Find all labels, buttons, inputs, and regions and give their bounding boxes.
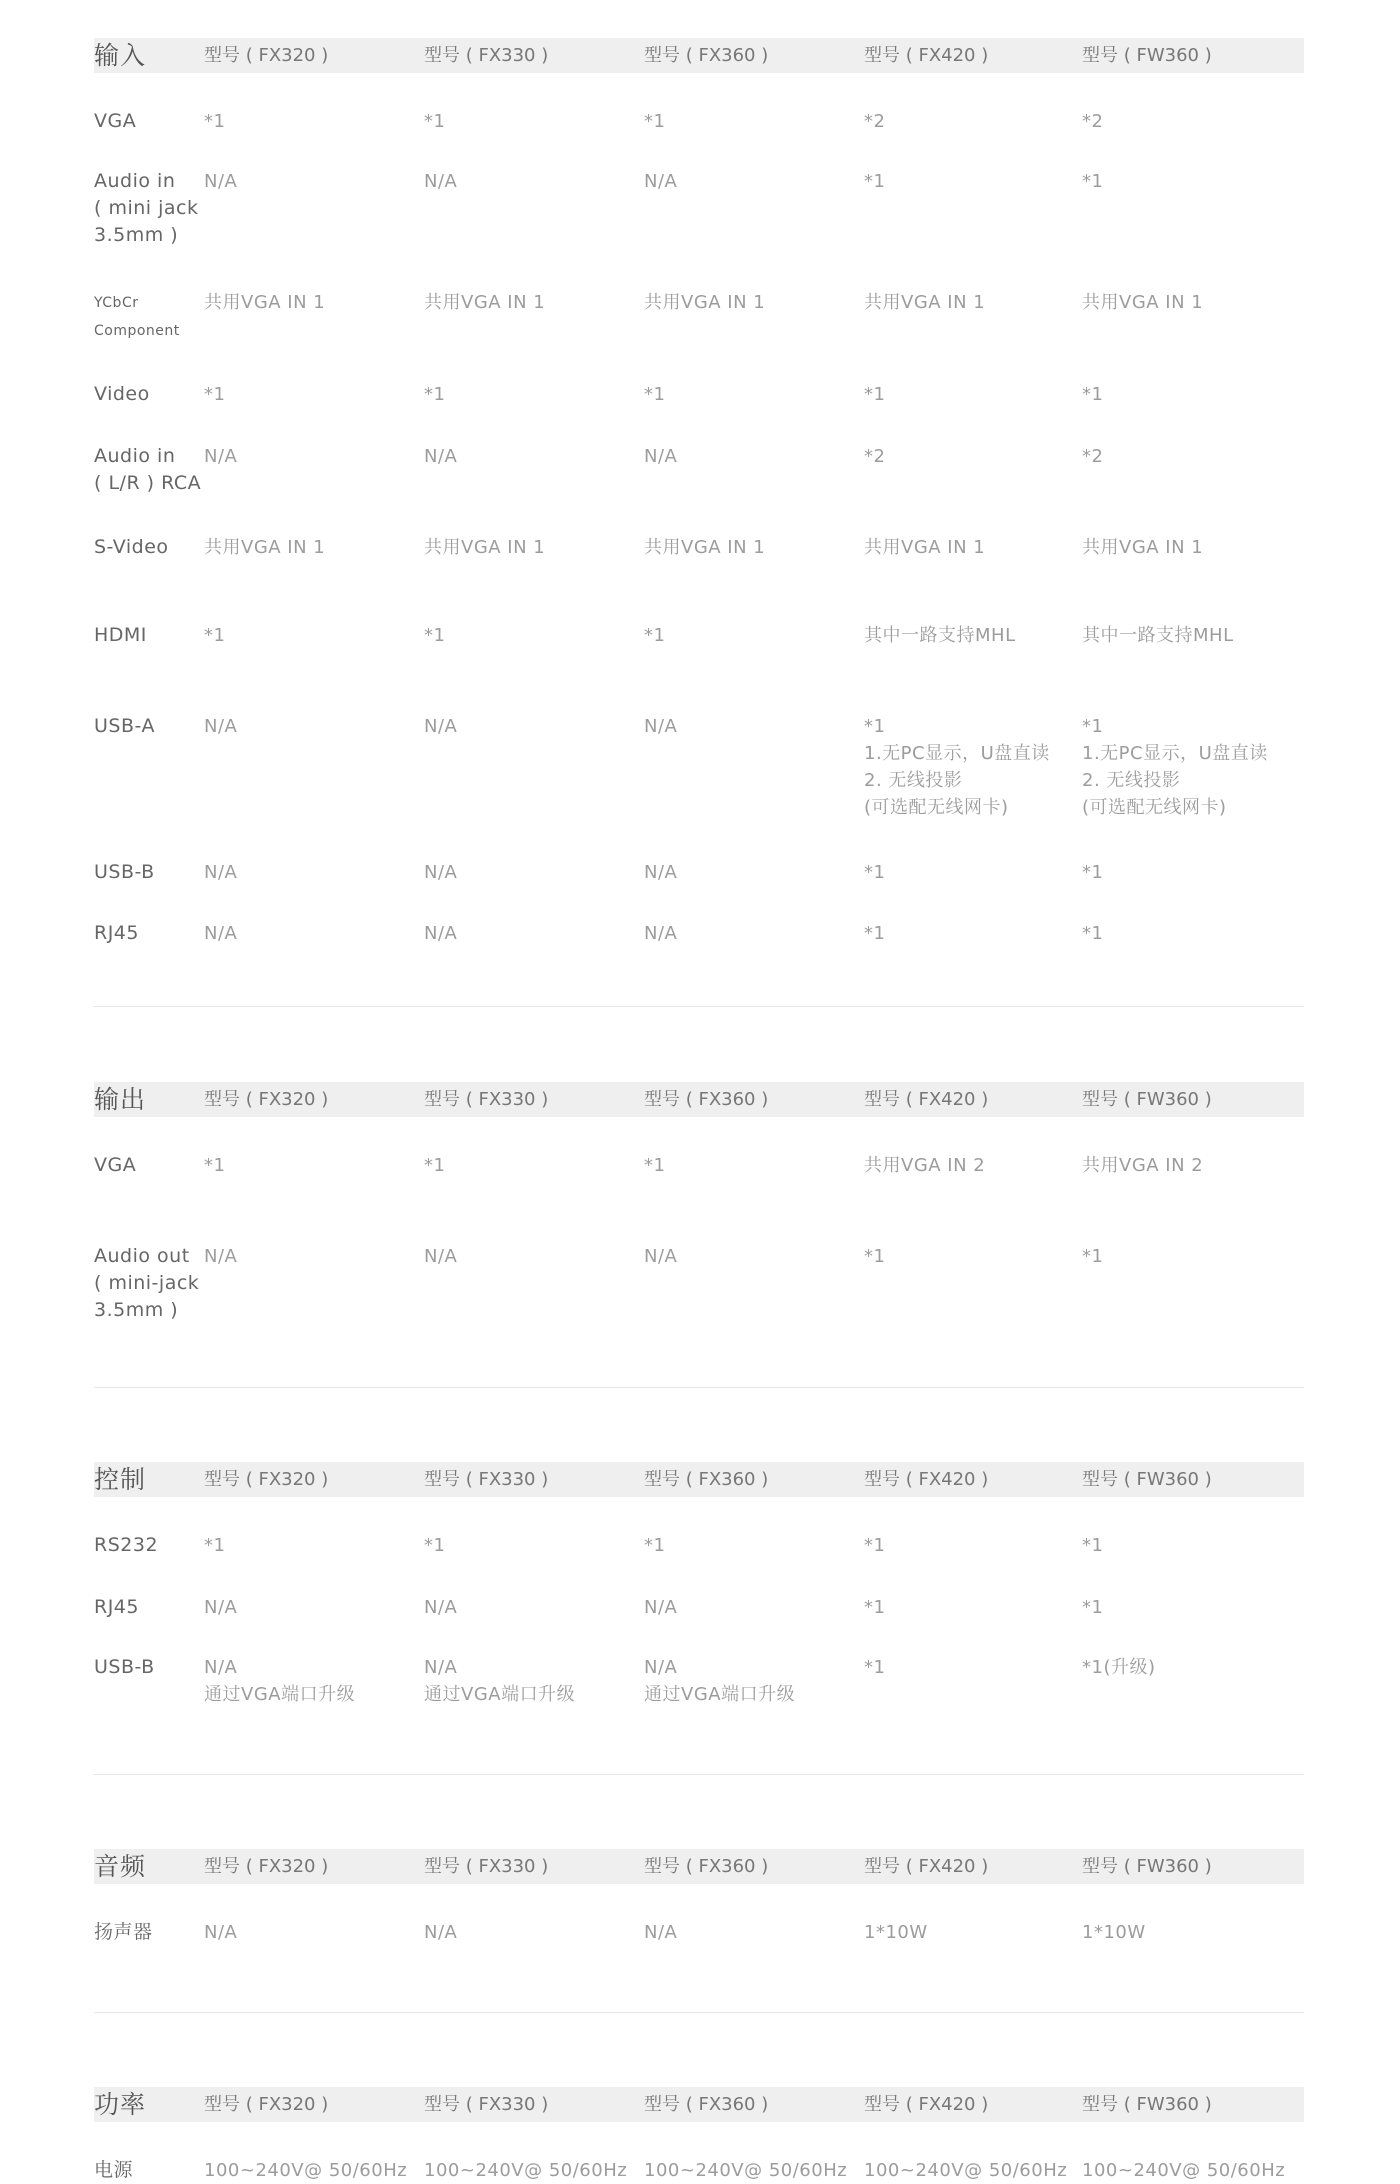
model-header: 型号 ( FX420 ) [864, 1856, 989, 1877]
row-label-line: S-Video [94, 536, 169, 558]
spec-cell [644, 2157, 847, 2184]
row-label-line: ( L/R ) RCA [94, 472, 202, 494]
section-header [94, 2087, 1304, 2122]
spec-cell [424, 1532, 445, 1559]
model-header: 型号 ( FW360 ) [1082, 1469, 1212, 1490]
spec-cell-line: *1 [644, 384, 666, 405]
spec-cell [424, 289, 545, 316]
spec-cell [1082, 2157, 1285, 2184]
model-header: 型号 ( FX360 ) [644, 1089, 769, 1110]
spec-cell-line: *1 [864, 171, 886, 192]
spec-cell-line: N/A [424, 1597, 458, 1618]
spec-cell-line: N/A [644, 716, 678, 737]
row-label-line: VGA [94, 110, 137, 132]
spec-cell [644, 381, 665, 408]
spec-cell-line: *1 [644, 111, 666, 132]
spec-cell-line: 1.无PC显示，U盘直读 [864, 743, 1050, 764]
section-header [94, 1082, 1304, 1117]
spec-cell [864, 2157, 1067, 2184]
spec-cell [1082, 443, 1103, 470]
spec-cell [644, 920, 677, 947]
row-label-line: RS232 [94, 1534, 159, 1556]
spec-cell [204, 168, 237, 195]
spec-cell-line: *1 [204, 1535, 226, 1556]
spec-cell [424, 1243, 457, 1270]
spec-cell-line: *1 [1082, 716, 1104, 737]
row-label-line: Audio out [94, 1245, 190, 1267]
spec-cell [424, 443, 457, 470]
spec-cell-line: *1 [864, 1535, 886, 1556]
spec-cell-line: 其中一路支持MHL [864, 625, 1016, 646]
spec-cell [864, 108, 885, 135]
spec-cell-line: N/A [204, 923, 238, 944]
spec-cell [864, 713, 1050, 821]
spec-cell-line: 共用VGA IN 1 [1082, 292, 1204, 313]
spec-cell-line: *1 [424, 384, 446, 405]
spec-cell [204, 713, 237, 740]
spec-cell [424, 713, 457, 740]
spec-cell-line: 100~240V@ 50/60Hz [424, 2160, 628, 2181]
spec-cell [644, 1654, 795, 1708]
spec-cell-line: *1 [204, 111, 226, 132]
model-header: 型号 ( FX320 ) [204, 1469, 329, 1490]
spec-cell-line: N/A [424, 446, 458, 467]
row-label [94, 443, 206, 497]
model-header: 型号 ( FW360 ) [1082, 45, 1212, 66]
row-label [94, 168, 206, 249]
spec-cell [1082, 289, 1203, 316]
spec-cell-line: 共用VGA IN 2 [1082, 1155, 1204, 1176]
spec-cell [864, 920, 885, 947]
spec-cell [1082, 1594, 1103, 1621]
spec-cell-line: *1(升级) [1082, 1657, 1156, 1678]
spec-cell-line: N/A [204, 1922, 238, 1943]
spec-cell-line: N/A [424, 171, 458, 192]
spec-cell [644, 168, 677, 195]
spec-cell-line: N/A [644, 171, 678, 192]
spec-cell [644, 859, 677, 886]
spec-cell [644, 1243, 677, 1270]
spec-cell-line: 共用VGA IN 1 [864, 537, 986, 558]
row-label [94, 1654, 206, 1681]
row-label-line: Component [94, 323, 180, 339]
spec-cell-line: *1 [864, 384, 886, 405]
spec-cell [864, 443, 885, 470]
spec-cell-line: *1 [1082, 384, 1104, 405]
model-header: 型号 ( FX360 ) [644, 2094, 769, 2115]
spec-cell-line: *1 [1082, 923, 1104, 944]
spec-cell-line: *1 [204, 1155, 226, 1176]
spec-cell-line: N/A [644, 923, 678, 944]
spec-cell [1082, 168, 1103, 195]
model-header: 型号 ( FX330 ) [424, 2094, 549, 2115]
spec-cell-line: *1 [864, 1246, 886, 1267]
model-header: 型号 ( FX360 ) [644, 45, 769, 66]
section-title: 控制 [94, 1465, 147, 1494]
spec-cell [424, 1919, 457, 1946]
row-label-line: RJ45 [94, 1596, 139, 1618]
spec-cell-line: *1 [1082, 1535, 1104, 1556]
row-label-line: 扬声器 [94, 1921, 153, 1943]
spec-cell [1082, 534, 1203, 561]
model-header: 型号 ( FW360 ) [1082, 1856, 1212, 1877]
model-header: 型号 ( FX320 ) [204, 2094, 329, 2115]
section-header [94, 1462, 1304, 1497]
spec-cell [424, 622, 445, 649]
model-header: 型号 ( FX330 ) [424, 1856, 549, 1877]
spec-cell [204, 443, 237, 470]
spec-cell-line: N/A [644, 1922, 678, 1943]
spec-cell-line: N/A [204, 1246, 238, 1267]
spec-cell-line: N/A [204, 1597, 238, 1618]
spec-cell-line: 100~240V@ 50/60Hz [864, 2160, 1068, 2181]
row-label [94, 622, 206, 649]
spec-cell-line: *1 [1082, 171, 1104, 192]
spec-cell [644, 622, 665, 649]
spec-cell-line: *1 [864, 716, 886, 737]
spec-cell [644, 1532, 665, 1559]
row-label-line: USB-A [94, 715, 155, 737]
spec-cell [1082, 713, 1268, 821]
spec-cell [204, 1654, 355, 1708]
spec-cell [204, 2157, 407, 2184]
row-label [94, 381, 206, 408]
spec-cell [204, 108, 225, 135]
row-label [94, 2157, 206, 2184]
row-label-line: Audio in [94, 445, 176, 467]
spec-cell [864, 1152, 985, 1179]
spec-cell [644, 443, 677, 470]
spec-cell-line: (可选配无线网卡) [1082, 797, 1227, 818]
spec-cell-line: N/A [424, 1246, 458, 1267]
model-header: 型号 ( FX320 ) [204, 1856, 329, 1877]
row-label [94, 108, 206, 135]
spec-cell-line: 通过VGA端口升级 [204, 1684, 356, 1705]
spec-cell-line: 100~240V@ 50/60Hz [204, 2160, 408, 2181]
spec-cell-line: *2 [864, 446, 886, 467]
spec-cell [864, 289, 985, 316]
spec-cell-line: *1 [864, 923, 886, 944]
row-label [94, 1243, 206, 1324]
spec-cell [424, 920, 457, 947]
model-header: 型号 ( FX330 ) [424, 1469, 549, 1490]
spec-cell-line: 100~240V@ 50/60Hz [644, 2160, 848, 2181]
spec-cell-line: 共用VGA IN 1 [644, 537, 766, 558]
spec-cell [644, 1919, 677, 1946]
section-title: 输出 [94, 1085, 147, 1114]
spec-cell-line: N/A [644, 862, 678, 883]
spec-cell [864, 1654, 885, 1681]
spec-cell-line: *1 [644, 625, 666, 646]
spec-cell-line: 通过VGA端口升级 [644, 1684, 796, 1705]
spec-cell-line: 1.无PC显示，U盘直读 [1082, 743, 1268, 764]
spec-cell [204, 381, 225, 408]
model-header: 型号 ( FX420 ) [864, 1089, 989, 1110]
spec-cell [424, 108, 445, 135]
section-title: 音频 [94, 1852, 147, 1881]
spec-cell [864, 1532, 885, 1559]
model-header: 型号 ( FX330 ) [424, 1089, 549, 1110]
spec-cell-line: N/A [204, 862, 238, 883]
spec-cell [1082, 1654, 1156, 1681]
spec-cell [424, 1594, 457, 1621]
row-label-line: ( mini jack [94, 197, 199, 219]
model-header: 型号 ( FW360 ) [1082, 2094, 1212, 2115]
row-label-line: 3.5mm ) [94, 224, 179, 246]
spec-cell [644, 1152, 665, 1179]
row-label [94, 1152, 206, 1179]
spec-cell-line: *1 [204, 384, 226, 405]
spec-cell-line: *1 [864, 1597, 886, 1618]
spec-cell-line: N/A [644, 1597, 678, 1618]
spec-cell-line: 共用VGA IN 1 [864, 292, 986, 313]
spec-cell [424, 1152, 445, 1179]
section-divider [94, 1774, 1304, 1775]
spec-cell-line: *1 [644, 1155, 666, 1176]
spec-cell-line: 其中一路支持MHL [1082, 625, 1234, 646]
spec-cell [644, 108, 665, 135]
spec-cell [864, 859, 885, 886]
model-header: 型号 ( FX420 ) [864, 2094, 989, 2115]
row-label [94, 1594, 206, 1621]
row-label-line: 电源 [94, 2159, 134, 2181]
spec-cell [424, 859, 457, 886]
section-divider [94, 1006, 1304, 1007]
model-header: 型号 ( FX320 ) [204, 1089, 329, 1110]
model-header: 型号 ( FX420 ) [864, 1469, 989, 1490]
spec-cell [864, 1919, 928, 1946]
row-label-line: USB-B [94, 861, 155, 883]
row-label-line: YCbCr [94, 295, 139, 311]
model-header: 型号 ( FW360 ) [1082, 1089, 1212, 1110]
spec-cell [1082, 1532, 1103, 1559]
spec-cell-line: N/A [424, 1657, 458, 1678]
spec-cell-line: N/A [204, 1657, 238, 1678]
section-title: 输入 [94, 41, 147, 70]
spec-cell-line: 2. 无线投影 [1082, 770, 1181, 791]
spec-cell-line: *2 [864, 111, 886, 132]
row-label [94, 920, 206, 947]
row-label-line: Video [94, 383, 150, 405]
spec-cell-line: 共用VGA IN 1 [424, 537, 546, 558]
row-label [94, 534, 206, 561]
spec-cell-line: *1 [864, 1657, 886, 1678]
spec-cell-line: 共用VGA IN 1 [424, 292, 546, 313]
spec-cell [1082, 859, 1103, 886]
spec-cell [864, 168, 885, 195]
spec-cell-line: *1 [424, 111, 446, 132]
spec-cell-line: N/A [644, 1657, 678, 1678]
spec-cell [424, 381, 445, 408]
section-header [94, 38, 1304, 73]
spec-cell-line: *1 [424, 1155, 446, 1176]
row-label [94, 289, 206, 345]
spec-cell-line: N/A [424, 716, 458, 737]
spec-cell [1082, 1243, 1103, 1270]
row-label-line: ( mini-jack [94, 1272, 200, 1294]
spec-cell-line: 1*10W [1082, 1922, 1146, 1943]
spec-cell-line: *1 [864, 862, 886, 883]
spec-cell [204, 1532, 225, 1559]
spec-cell [864, 1594, 885, 1621]
spec-cell-line: (可选配无线网卡) [864, 797, 1009, 818]
spec-cell [424, 2157, 627, 2184]
spec-cell-line: N/A [424, 923, 458, 944]
spec-cell [204, 920, 237, 947]
spec-cell [1082, 920, 1103, 947]
spec-cell-line: 1*10W [864, 1922, 928, 1943]
row-label [94, 859, 206, 886]
spec-cell-line: N/A [424, 1922, 458, 1943]
row-label-line: HDMI [94, 624, 147, 646]
section-header [94, 1849, 1304, 1884]
spec-cell-line: N/A [424, 862, 458, 883]
spec-cell [204, 289, 325, 316]
spec-cell [1082, 622, 1234, 649]
spec-cell-line: 共用VGA IN 2 [864, 1155, 986, 1176]
spec-cell [424, 168, 457, 195]
model-header: 型号 ( FX330 ) [424, 45, 549, 66]
spec-cell-line: N/A [204, 716, 238, 737]
spec-cell-line: 通过VGA端口升级 [424, 1684, 576, 1705]
spec-cell [864, 534, 985, 561]
row-label-line: RJ45 [94, 922, 139, 944]
spec-cell-line: *1 [1082, 1246, 1104, 1267]
spec-cell-line: *1 [1082, 1597, 1104, 1618]
spec-cell [864, 381, 885, 408]
spec-cell [644, 1594, 677, 1621]
spec-cell-line: 共用VGA IN 1 [644, 292, 766, 313]
spec-cell-line: N/A [204, 171, 238, 192]
spec-cell [424, 1654, 575, 1708]
spec-cell-line: N/A [644, 446, 678, 467]
section-divider [94, 2012, 1304, 2013]
model-header: 型号 ( FX360 ) [644, 1856, 769, 1877]
spec-cell [644, 534, 765, 561]
model-header: 型号 ( FX420 ) [864, 45, 989, 66]
spec-cell [204, 1919, 237, 1946]
spec-cell-line: *2 [1082, 446, 1104, 467]
spec-cell [1082, 1152, 1203, 1179]
spec-cell-line: *1 [1082, 862, 1104, 883]
spec-cell [204, 1594, 237, 1621]
spec-cell [864, 1243, 885, 1270]
row-label [94, 1532, 206, 1559]
spec-cell [204, 534, 325, 561]
spec-cell-line: 2. 无线投影 [864, 770, 963, 791]
spec-cell [644, 713, 677, 740]
section-title: 功率 [94, 2090, 147, 2119]
spec-cell [864, 622, 1016, 649]
spec-cell [424, 534, 545, 561]
spec-cell-line: *1 [424, 625, 446, 646]
spec-cell-line: 100~240V@ 50/60Hz [1082, 2160, 1286, 2181]
spec-cell-line: 共用VGA IN 1 [204, 292, 326, 313]
model-header: 型号 ( FX360 ) [644, 1469, 769, 1490]
spec-cell [1082, 1919, 1146, 1946]
spec-cell [1082, 381, 1103, 408]
spec-cell [204, 1243, 237, 1270]
spec-cell-line: *1 [424, 1535, 446, 1556]
spec-cell [204, 1152, 225, 1179]
spec-cell [644, 289, 765, 316]
row-label [94, 713, 206, 740]
spec-cell-line: *1 [204, 625, 226, 646]
spec-cell-line: N/A [204, 446, 238, 467]
row-label-line: 3.5mm ) [94, 1299, 179, 1321]
row-label-line: USB-B [94, 1656, 155, 1678]
spec-cell [204, 859, 237, 886]
spec-cell-line: *2 [1082, 111, 1104, 132]
row-label-line: Audio in [94, 170, 176, 192]
row-label [94, 1919, 206, 1946]
spec-cell [204, 622, 225, 649]
spec-cell [1082, 108, 1103, 135]
section-divider [94, 1387, 1304, 1388]
spec-cell-line: 共用VGA IN 1 [1082, 537, 1204, 558]
model-header: 型号 ( FX320 ) [204, 45, 329, 66]
row-label-line: VGA [94, 1154, 137, 1176]
spec-cell-line: 共用VGA IN 1 [204, 537, 326, 558]
spec-cell-line: *1 [644, 1535, 666, 1556]
spec-cell-line: N/A [644, 1246, 678, 1267]
